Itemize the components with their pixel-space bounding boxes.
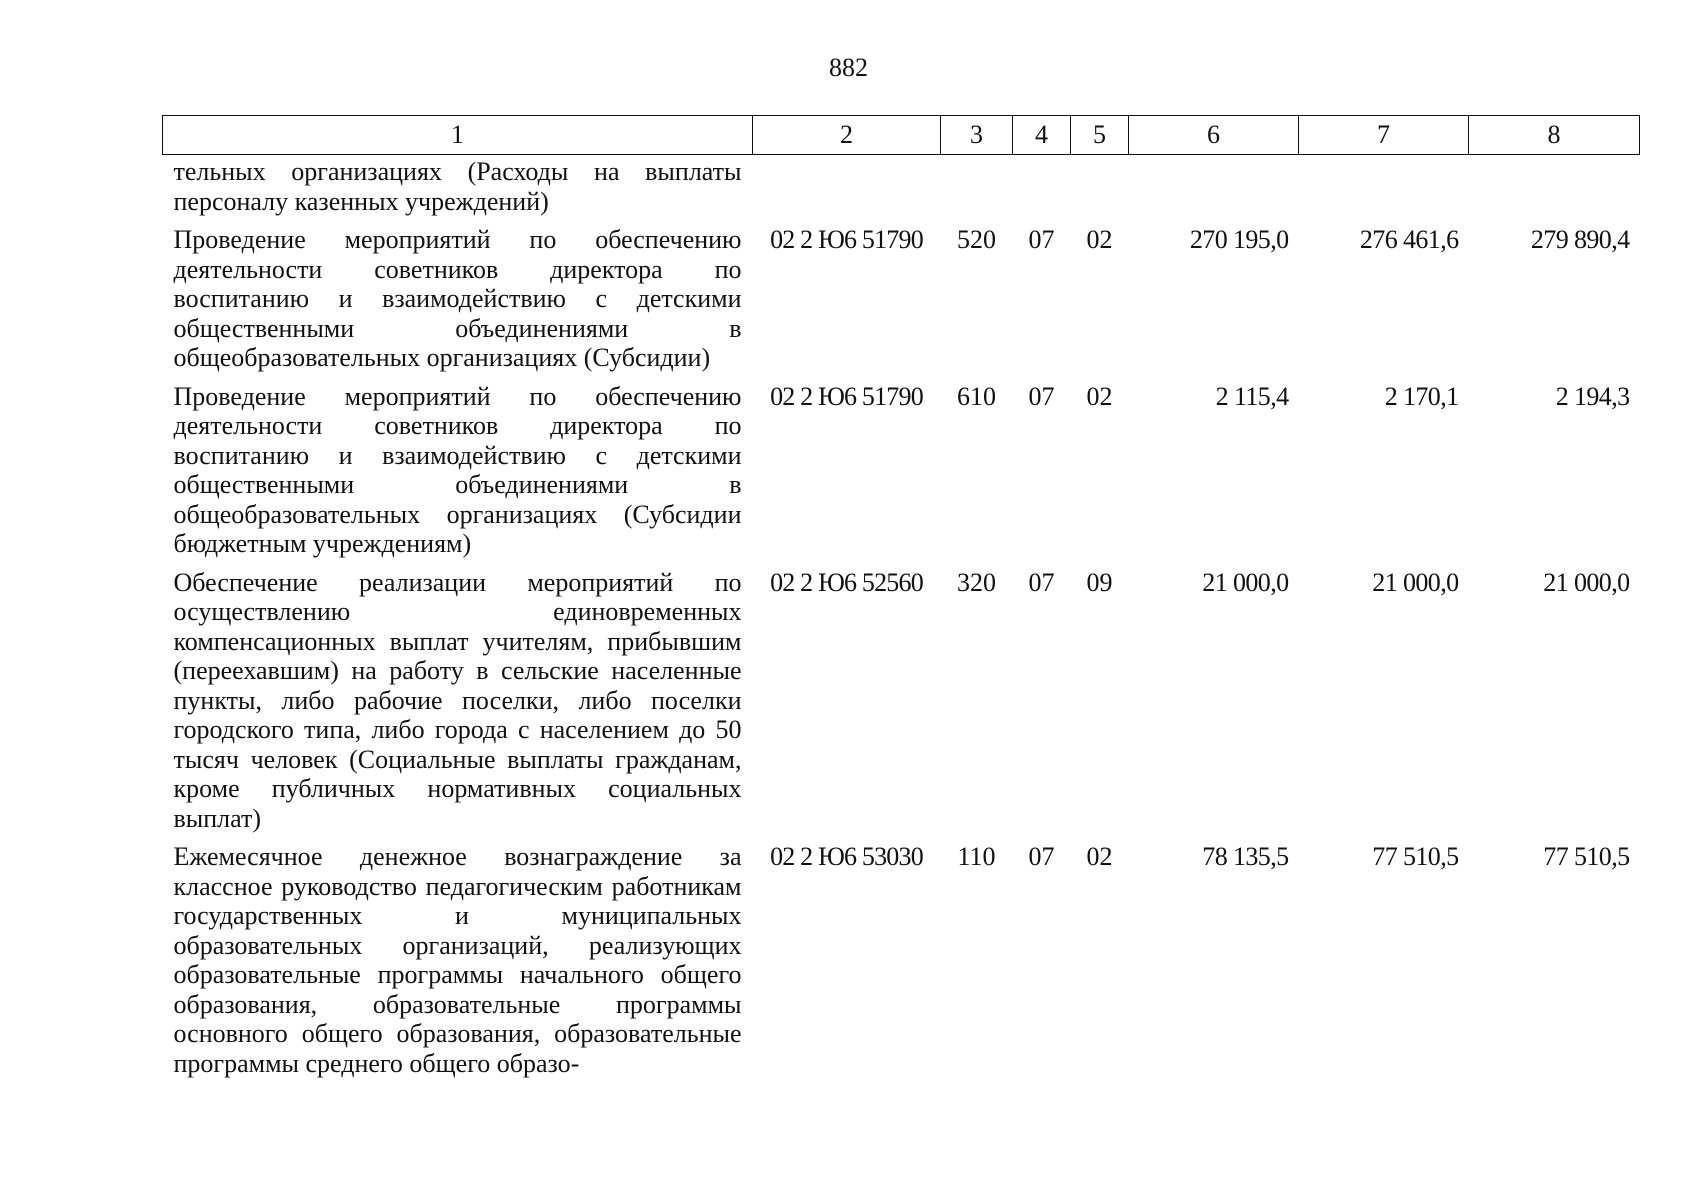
row-col8: 77 510,5	[1543, 842, 1630, 871]
row-col4: 07	[1028, 381, 1055, 411]
row-col5: 09	[1086, 567, 1113, 597]
row-col7: 21 000,0	[1372, 567, 1459, 597]
column-header: 1	[163, 116, 753, 155]
row-code	[753, 155, 941, 226]
row-col3: 110	[957, 842, 996, 871]
row-description: Проведение мероприятий по обеспечению деятельности советников директора по воспитанию и взаимодействию с детскими общественными объединениями в общеобразовательных организациях (Субсидии)	[173, 225, 742, 372]
row-code: 02 2 Ю6 51790	[770, 225, 923, 254]
row-col6: 270 195,0	[1189, 225, 1289, 254]
budget-table	[162, 115, 1640, 1087]
table-row	[163, 155, 1640, 226]
table-header-row	[163, 116, 1640, 155]
row-code: 02 2 Ю6 52560	[770, 567, 923, 597]
row-col5: 02	[1086, 842, 1113, 871]
row-description: Обеспечение реализации мероприятий по осуществлению единовременных компенсационных выплат учителям, прибывшим (переехавшим) на работу в сельские населенные пункты, либо рабочие поселки, либо поселки городского типа, либо города с населением до 50 тысяч человек (Социальные выплаты гражданам, кроме публичных нормативных социальных выплат)	[173, 567, 742, 833]
row-col5: 02	[1086, 381, 1113, 411]
table-row	[163, 225, 1640, 382]
row-col4: 07	[1028, 842, 1055, 871]
row-col6: 2 115,4	[1215, 381, 1289, 411]
column-header: 7	[1299, 116, 1469, 155]
row-col4: 07	[1028, 567, 1055, 597]
row-col7	[1299, 155, 1469, 226]
row-code: 02 2 Ю6 53030	[770, 842, 923, 871]
row-col4	[1013, 155, 1071, 226]
column-header: 3	[941, 116, 1013, 155]
page-number: 882	[829, 53, 868, 82]
table-row	[163, 382, 1640, 568]
row-col8	[1469, 155, 1640, 226]
column-header: 5	[1071, 116, 1129, 155]
row-col3	[941, 155, 1013, 226]
row-description: тельных организациях (Расходы на выплаты персоналу казенных учреждений)	[173, 157, 742, 216]
row-col3: 320	[957, 567, 996, 597]
row-col4: 07	[1028, 225, 1055, 254]
row-col8: 279 890,4	[1530, 225, 1630, 254]
row-description: Проведение мероприятий по обеспечению деятельности советников директора по воспитанию и взаимодействию с детскими общественными объединениями в общеобразовательных организациях (Субсидии бюджетным учреждениям)	[173, 381, 742, 558]
row-col5: 02	[1086, 225, 1113, 254]
row-col8: 2 194,3	[1555, 381, 1630, 411]
row-col6: 21 000,0	[1202, 567, 1289, 597]
row-col3: 610	[957, 381, 996, 411]
row-col6	[1129, 155, 1299, 226]
row-col3: 520	[957, 225, 996, 254]
row-col7: 2 170,1	[1384, 381, 1459, 411]
row-code: 02 2 Ю6 51790	[770, 381, 923, 411]
table-row	[163, 568, 1640, 843]
row-col7: 276 461,6	[1359, 225, 1459, 254]
column-header: 6	[1129, 116, 1299, 155]
column-header: 4	[1013, 116, 1071, 155]
column-header: 8	[1469, 116, 1640, 155]
row-col6: 78 135,5	[1202, 842, 1289, 871]
row-col8: 21 000,0	[1543, 567, 1630, 597]
row-description: Ежемесячное денежное вознаграждение за классное руководство педагогическим работникам государственных и муниципальных образовательных организаций, реализующих образовательные программы начального общего образования, образовательные программы основного общего образования, образовательные программы среднего общего образо-	[173, 842, 742, 1078]
table-row	[163, 842, 1640, 1087]
row-col7: 77 510,5	[1372, 842, 1459, 871]
column-header: 2	[753, 116, 941, 155]
row-col5	[1071, 155, 1129, 226]
